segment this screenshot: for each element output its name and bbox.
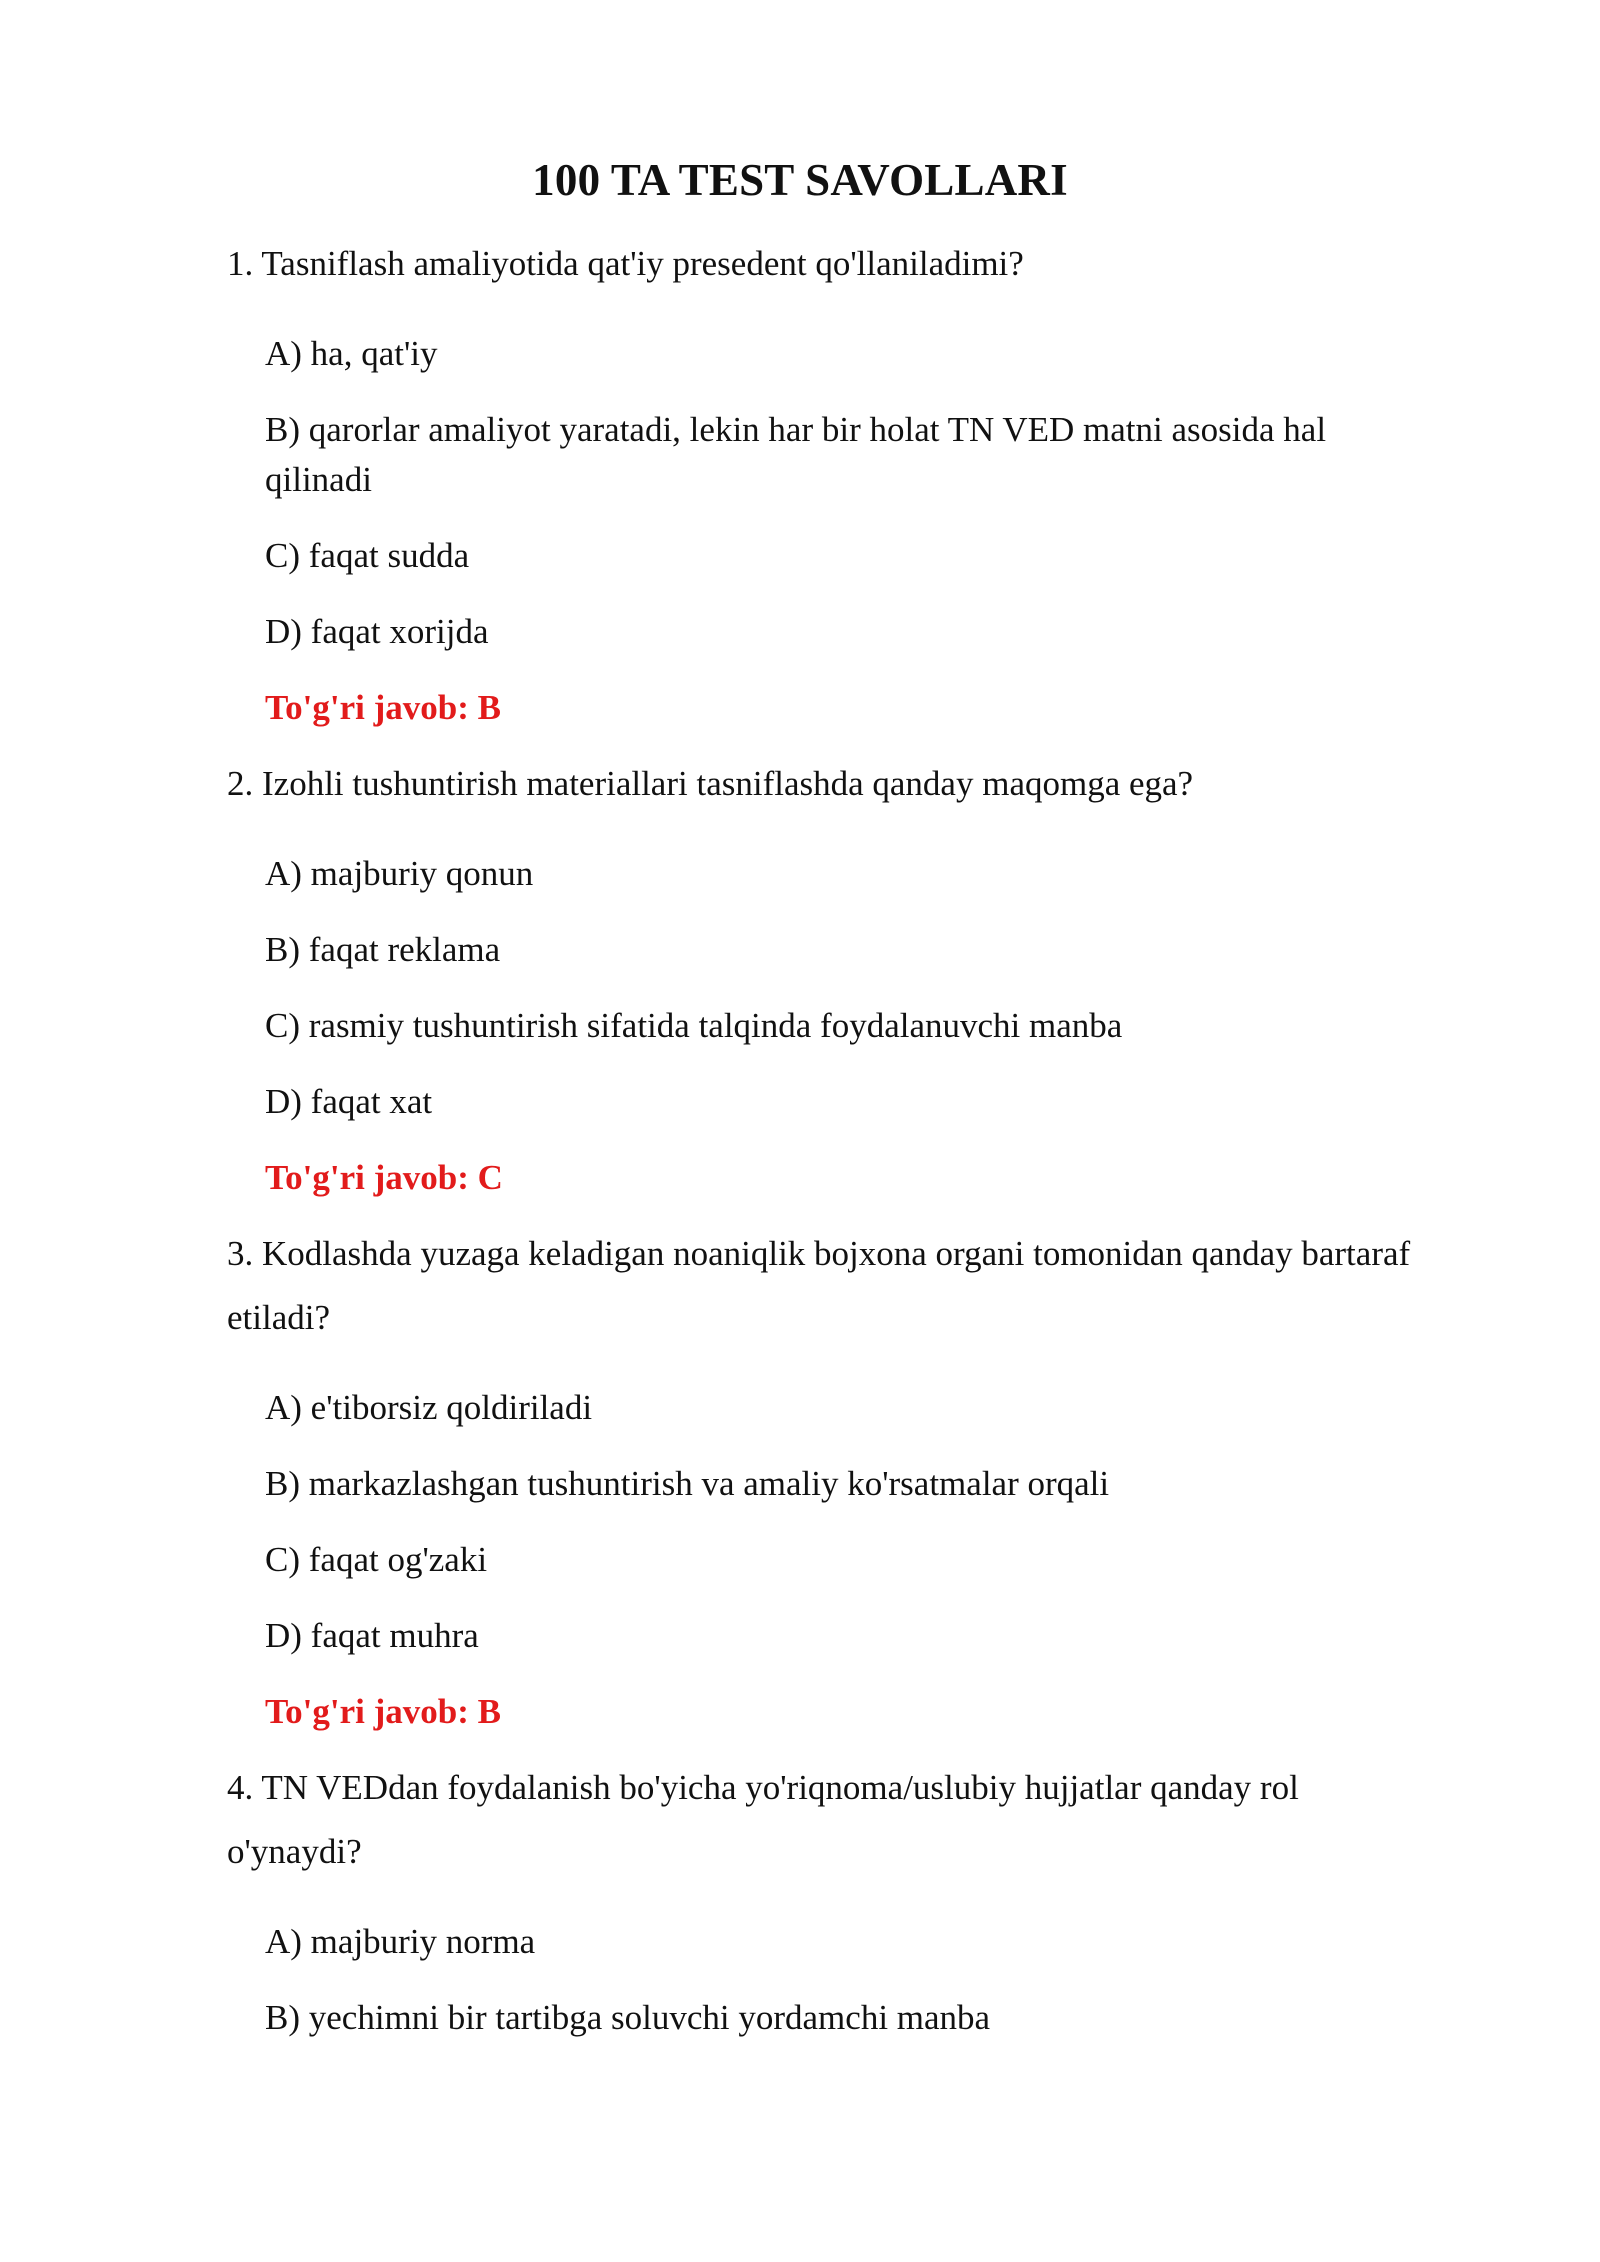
- correct-answer: To'g'ri javob: B: [265, 1692, 501, 1731]
- option-a: A) majburiy qonun: [265, 854, 534, 893]
- option-c: C) faqat og'zaki: [265, 1540, 488, 1579]
- option-c: C) rasmiy tushuntirish sifatida talqinda foydalanuvchi manba: [265, 1006, 1123, 1045]
- question-text: 3. Kodlashda yuzaga keladigan noaniqlik bojxona organi tomonidan qanday bartaraf etiladi?: [227, 1234, 1411, 1337]
- option-b: B) markazlashgan tushuntirish va amaliy ko'rsatmalar orqali: [265, 1464, 1110, 1503]
- question-text: 2. Izohli tushuntirish materiallari tasniflashda qanday maqomga ega?: [227, 764, 1194, 803]
- correct-answer: To'g'ri javob: B: [265, 688, 501, 727]
- option-a: A) ha, qat'iy: [265, 334, 438, 373]
- option-a: A) majburiy norma: [265, 1922, 536, 1961]
- question-text: 4. TN VEDdan foydalanish bo'yicha yo'riqnoma/uslubiy hujjatlar qanday rol o'ynaydi?: [227, 1768, 1299, 1871]
- option-d: D) faqat xat: [265, 1082, 433, 1121]
- option-b: B) faqat reklama: [265, 930, 501, 969]
- correct-answer: To'g'ri javob: C: [265, 1158, 503, 1197]
- page-title: 100 TA TEST SAVOLLARI: [532, 155, 1068, 205]
- option-a: A) e'tiborsiz qoldiriladi: [265, 1388, 593, 1427]
- option-b: B) qarorlar amaliyot yaratadi, lekin har bir holat TN VED matni asosida hal qilinadi: [265, 410, 1327, 499]
- question-text: 1. Tasniflash amaliyotida qat'iy presedent qo'llaniladimi?: [227, 244, 1024, 283]
- option-c: C) faqat sudda: [265, 536, 470, 575]
- option-d: D) faqat xorijda: [265, 612, 489, 651]
- option-d: D) faqat muhra: [265, 1616, 479, 1655]
- option-b: B) yechimni bir tartibga soluvchi yordamchi manba: [265, 1998, 991, 2037]
